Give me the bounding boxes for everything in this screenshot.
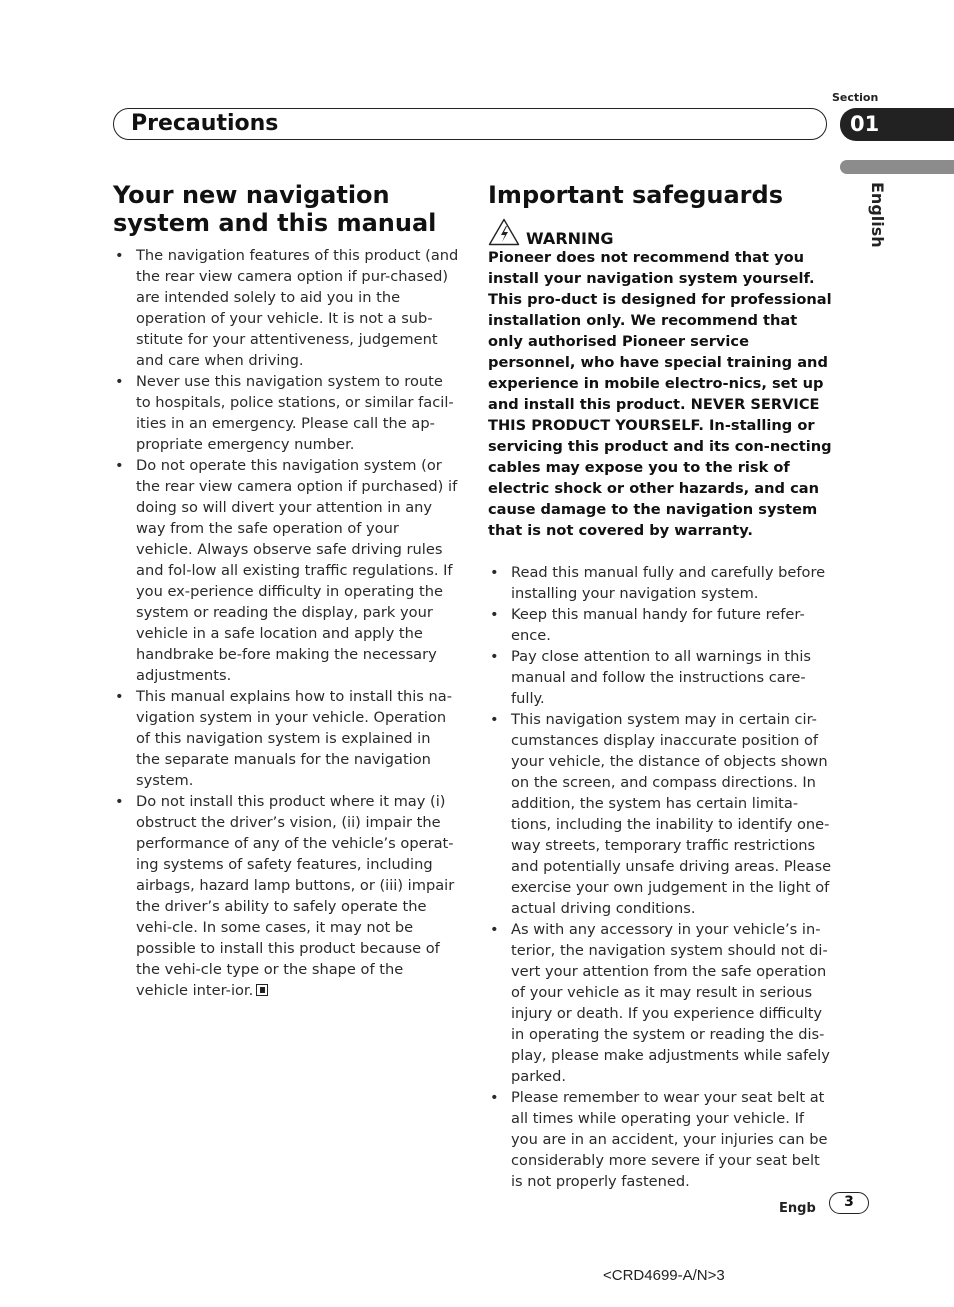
warning-text: Pioneer does not recommend that you install your navigation system yourself. This pro-duct is designed for professional installation only. We recommend that only authorised Pioneer service personnel, who have special training and experience in mobile electro-nics, set up and install this product. NEVER SERVICE THIS PRODUCT YOURSELF. In-stalling or servicing this product and its con-necting cables may expose you to the risk of electric shock or other hazards, and can cause damage to the navigation system that is not covered by warranty. — [488, 249, 832, 539]
list-item — [113, 791, 459, 1001]
list-item: • Please remember to wear your seat belt at all times while operating your vehicle. If you are in an accident, your injuries can be considerably more severe if your seat belt is not properly fastened. — [488, 1087, 834, 1192]
footer-language-code: Engb — [779, 1201, 816, 1216]
page-number: 3 — [829, 1192, 869, 1214]
list-item: • Do not operate this navigation system (or the rear view camera option if purchased) if doing so will divert your attention in any way from the safe operation of your vehicle. Always observe safe driving rules and fol-low all existing traffic regulations. If you ex-perience difficulty in operating the system or reading the display, park your vehicle in a safe location and apply the handbrake be-fore making the necessary adjustments. — [113, 455, 459, 686]
list-item: • Pay close attention to all warnings in this manual and follow the instructions care-fully. — [488, 646, 834, 709]
warning-header — [488, 217, 834, 247]
list-item: • This manual explains how to install this na-vigation system in your vehicle. Operation of this navigation system is explained in the separate manuals for the navigation system. — [113, 686, 459, 791]
warning-triangle-icon — [488, 218, 520, 246]
list-item: • Read this manual fully and carefully before installing your navigation system. — [488, 562, 834, 604]
warning-label: WARNING — [526, 228, 614, 248]
language-tab — [840, 160, 954, 174]
document-code: <CRD4699-A/N>3 — [603, 1267, 725, 1284]
left-bullet-list — [113, 245, 459, 1001]
section-label: Section — [832, 91, 879, 104]
left-heading: Your new navigation system and this manual — [113, 181, 437, 237]
list-item-text: Do not install this product where it may (i) obstruct the driver’s vision, (ii) impair the performance of any of the vehicle’s operat-ing systems of safety features, including airbags, hazard lamp buttons, or (iii) impair the driver’s ability to safely operate the vehi-cle. In some cases, it may not be possible to install this product because of the vehi-cle type or the shape of the vehicle inter-ior. — [136, 793, 455, 999]
list-item: • The navigation features of this product (and the rear view camera option if pur-chased) are intended solely to aid you in the operation of your vehicle. It is not a sub-stitute for your attentiveness, judgement and care when driving. — [113, 245, 459, 371]
language-label: English — [868, 182, 887, 248]
right-bullet-list — [488, 562, 834, 1192]
right-heading: Important safeguards — [488, 181, 783, 209]
left-column — [113, 181, 459, 1001]
page-title: Precautions — [131, 111, 279, 136]
list-item: • As with any accessory in your vehicle’s in-terior, the navigation system should not di-vert your attention from the safe operation of your vehicle as it may result in serious injury or death. If you experience difficulty in operating the system or reading the dis-play, please make adjustments while safely parked. — [488, 919, 834, 1087]
right-column — [488, 181, 834, 1192]
list-item: • This navigation system may in certain cir-cumstances display inaccurate position of your vehicle, the distance of objects shown on the screen, and compass directions. In addition, the system has certain limita-tions, including the inability to identify one-way streets, temporary traffic restrictions and potentially unsafe driving areas. Please exercise your own judgement in the light of actual driving conditions. — [488, 709, 834, 919]
end-mark-icon — [256, 984, 268, 996]
section-number-tab: 01 — [840, 108, 954, 141]
list-item: • Never use this navigation system to route to hospitals, police stations, or similar facil-ities in an emergency. Please call the ap-propriate emergency number. — [113, 371, 459, 455]
list-item: • Keep this manual handy for future refer-ence. — [488, 604, 834, 646]
